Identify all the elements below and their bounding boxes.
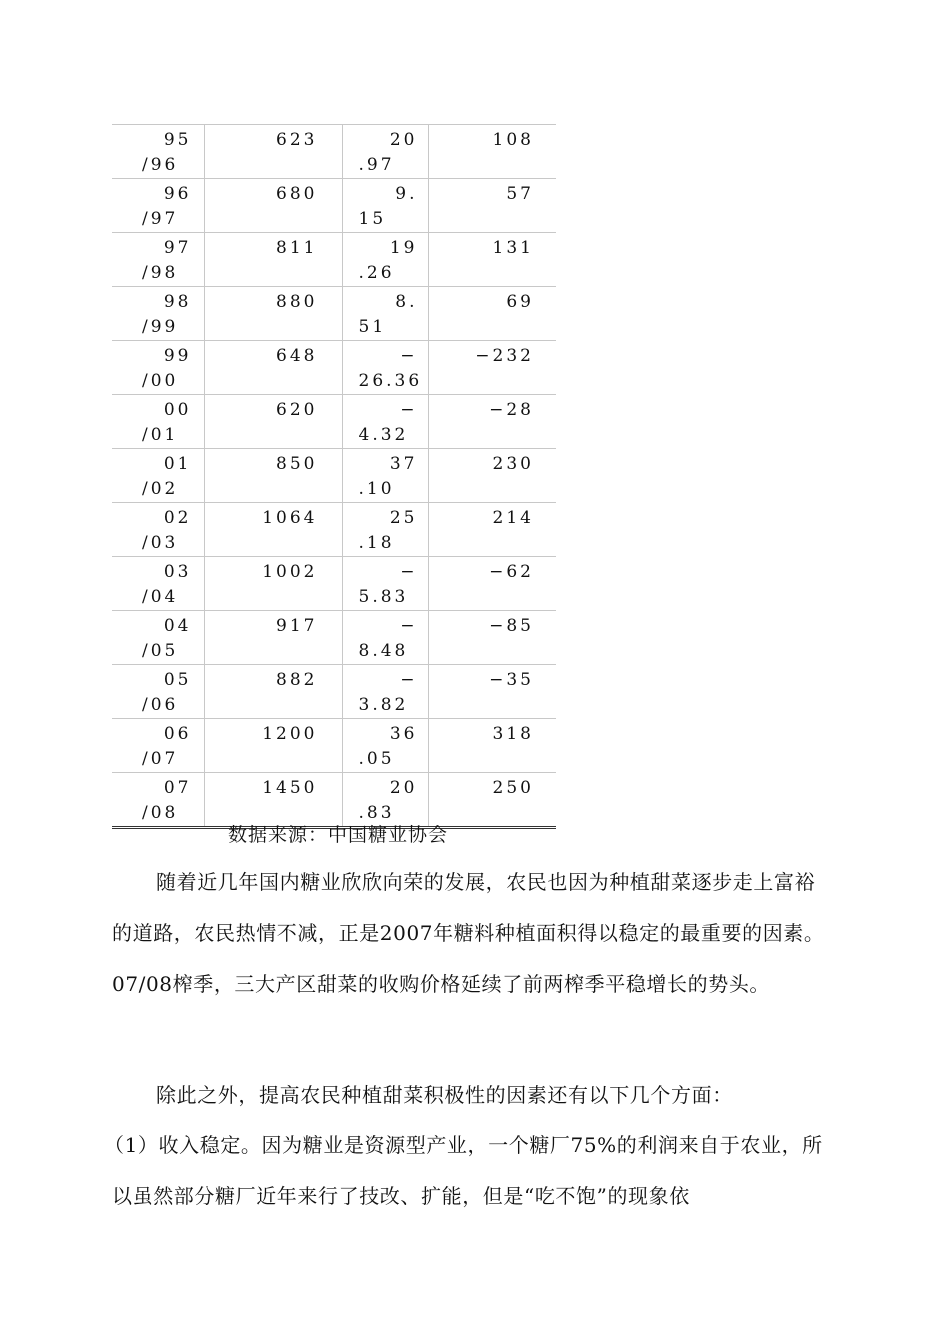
change-rate-cell: 8. 51 (342, 287, 428, 341)
change-amount-cell: 131 (428, 233, 556, 287)
output-cell: 648 (204, 341, 342, 395)
table-row (112, 125, 556, 179)
season-cell: 96 /97 (112, 179, 204, 233)
change-amount-cell: −28 (428, 395, 556, 449)
season-cell: 07 /08 (112, 773, 204, 828)
table-row (112, 287, 556, 341)
change-amount-cell: −35 (428, 665, 556, 719)
change-rate-cell: 20 .83 (342, 773, 428, 828)
change-rate-cell: − 3.82 (342, 665, 428, 719)
table-row (112, 665, 556, 719)
change-rate-cell: − 5.83 (342, 557, 428, 611)
change-amount-cell: −85 (428, 611, 556, 665)
table-row (112, 179, 556, 233)
table-row (112, 719, 556, 773)
table-row (112, 557, 556, 611)
table-row (112, 503, 556, 557)
table-row (112, 611, 556, 665)
change-rate-cell: 9. 15 (342, 179, 428, 233)
paragraph-planting-trend: 随着近几年国内糖业欣欣向荣的发展，农民也因为种植甜菜逐步走上富裕的道路，农民热情不减，正是2007年糖料种植面积得以稳定的最重要的因素。07/08榨季，三大产区甜菜的收购价格延续了前两榨季平稳增长的势头。 (112, 870, 825, 996)
season-cell: 99 /00 (112, 341, 204, 395)
change-rate-cell: − 26.36 (342, 341, 428, 395)
change-amount-cell: 69 (428, 287, 556, 341)
season-cell: 02 /03 (112, 503, 204, 557)
change-amount-cell: 57 (428, 179, 556, 233)
table-row (112, 233, 556, 287)
data-source-note: 数据来源：中国糖业协会 (227, 824, 448, 846)
table-body (112, 125, 556, 828)
change-rate-cell: − 8.48 (342, 611, 428, 665)
change-rate-cell: 25 .18 (342, 503, 428, 557)
paragraph-factors-intro: 除此之外，提高农民种植甜菜积极性的因素还有以下几个方面： (156, 1083, 733, 1107)
output-cell: 882 (204, 665, 342, 719)
change-amount-cell: 214 (428, 503, 556, 557)
output-cell: 620 (204, 395, 342, 449)
output-cell: 811 (204, 233, 342, 287)
season-cell: 04 /05 (112, 611, 204, 665)
output-cell: 917 (204, 611, 342, 665)
change-rate-cell: − 4.32 (342, 395, 428, 449)
sugar-output-table (112, 124, 556, 829)
table-row (112, 341, 556, 395)
output-cell: 1064 (204, 503, 342, 557)
season-cell: 98 /99 (112, 287, 204, 341)
output-cell: 623 (204, 125, 342, 179)
season-cell: 00 /01 (112, 395, 204, 449)
change-amount-cell: 230 (428, 449, 556, 503)
season-cell: 95 /96 (112, 125, 204, 179)
change-amount-cell: 250 (428, 773, 556, 828)
change-rate-cell: 36 .05 (342, 719, 428, 773)
change-amount-cell: −62 (428, 557, 556, 611)
output-cell: 850 (204, 449, 342, 503)
season-cell: 05 /06 (112, 665, 204, 719)
season-cell: 03 /04 (112, 557, 204, 611)
change-rate-cell: 19 .26 (342, 233, 428, 287)
change-amount-cell: 318 (428, 719, 556, 773)
output-cell: 1450 (204, 773, 342, 828)
season-cell: 06 /07 (112, 719, 204, 773)
output-cell: 680 (204, 179, 342, 233)
output-cell: 1200 (204, 719, 342, 773)
output-cell: 1002 (204, 557, 342, 611)
table-row (112, 395, 556, 449)
season-cell: 01 /02 (112, 449, 204, 503)
paragraph-stable-income: （1）收入稳定。因为糖业是资源型产业，一个糖厂75%的利润来自于农业，所以虽然部分糖厂近年来行了技改、扩能，但是“吃不饱”的现象依 (104, 1133, 823, 1208)
change-amount-cell: −232 (428, 341, 556, 395)
table-row (112, 449, 556, 503)
output-cell: 880 (204, 287, 342, 341)
change-rate-cell: 37 .10 (342, 449, 428, 503)
change-rate-cell: 20 .97 (342, 125, 428, 179)
season-cell: 97 /98 (112, 233, 204, 287)
change-amount-cell: 108 (428, 125, 556, 179)
